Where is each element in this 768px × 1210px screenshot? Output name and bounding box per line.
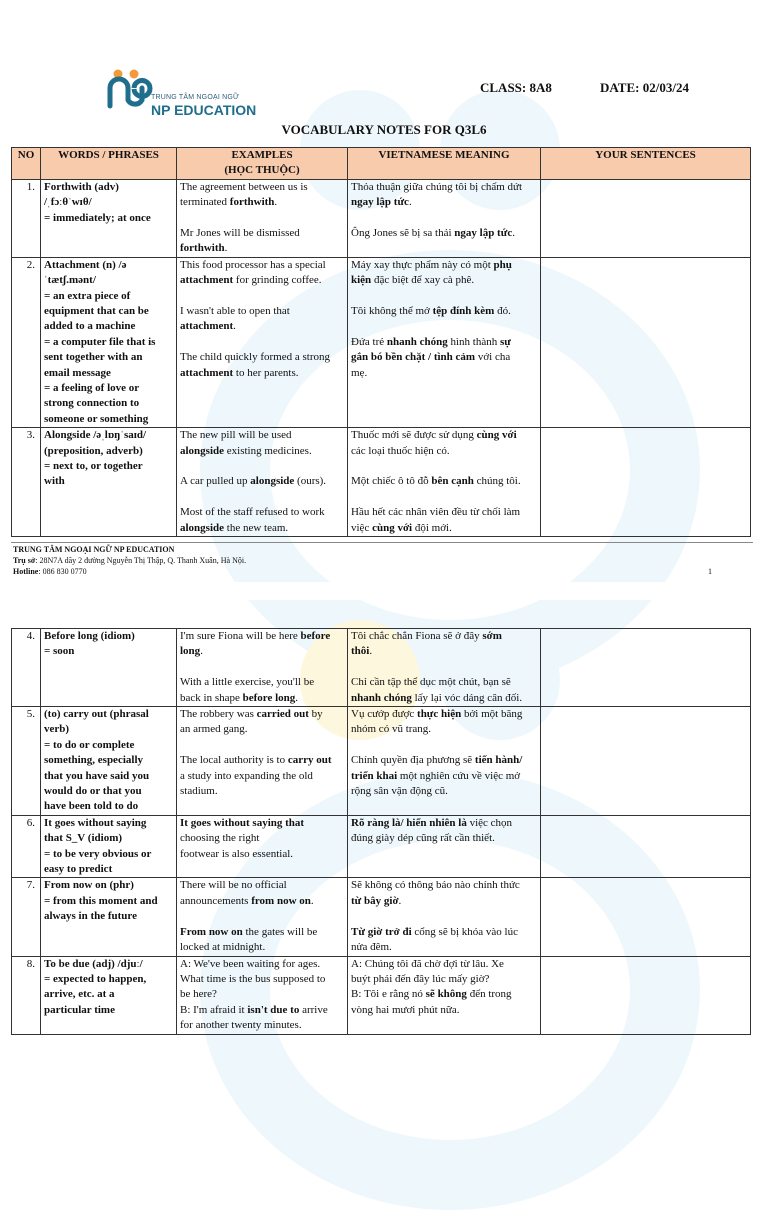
class-label: CLASS: 8A8: [480, 80, 552, 95]
entry-your-sentence[interactable]: [541, 257, 751, 427]
entry-word: [41, 956, 177, 1034]
entry-number-text: 4.: [26, 630, 35, 642]
meaning-line: Đứa trẻ nhanh chóng hình thành sự: [351, 335, 511, 348]
example-line: choosing the right: [180, 832, 260, 845]
word-line: have been told to do: [44, 800, 139, 813]
word-line: To be due (adj) /djuː/: [44, 957, 143, 970]
word-line: particular time: [44, 1003, 115, 1016]
meaning-line: Tôi chắc chắn Fiona sẽ ở đây sớm: [351, 630, 502, 642]
word-line: Attachment (n) /ə: [44, 258, 127, 271]
word-line: that you have said you: [44, 769, 150, 782]
meaning-line: Hầu hết các nhân viên đều từ chối làm: [351, 506, 521, 519]
word-line: ˈtætʃ.mənt/: [44, 274, 96, 287]
meaning-line: buýt phải đến đây lúc mấy giờ?: [351, 972, 490, 985]
example-line: The local authority is to carry out: [180, 754, 332, 767]
column-header-examples-line2: (HỌC THUỘC): [224, 164, 300, 177]
entry-examples: [177, 179, 348, 257]
meaning-line: ngay lập tức.: [351, 196, 412, 209]
column-header-examples-line1: EXAMPLES: [231, 149, 293, 161]
example-line: The agreement between us is: [180, 180, 308, 193]
example-line: Most of the staff refused to work: [180, 506, 325, 519]
entry-number: [12, 179, 41, 257]
example-line: attachment for grinding coffee.: [180, 274, 322, 287]
example-line: a study into expanding the old: [180, 769, 313, 782]
vocabulary-table-continued: [11, 628, 751, 1035]
example-line: an armed gang.: [180, 723, 248, 736]
footer-address-text: : 28N7A dãy 2 đường Nguyễn Thị Thập, Q. Thanh Xuân, Hà Nội.: [35, 556, 247, 565]
word-line: Forthwith (adv): [44, 180, 119, 193]
entry-number-text: 6.: [26, 816, 35, 829]
word-line: = an extra piece of: [44, 289, 131, 302]
word-line: Before long (idiom): [44, 630, 135, 642]
column-header-no: NO: [12, 148, 41, 180]
meaning-line: mẹ.: [351, 366, 368, 379]
word-line: strong connection to: [44, 397, 140, 410]
table-row: [12, 707, 751, 816]
word-line: = a computer file that is: [44, 335, 156, 348]
example-line: It goes without saying that: [180, 816, 305, 829]
example-line: for another twenty minutes.: [180, 1019, 302, 1032]
word-line: (preposition, adverb): [44, 444, 143, 457]
word-line: email message: [44, 366, 111, 379]
meaning-line: gắn bó bền chặt / tình cảm với cha: [351, 351, 511, 364]
entry-examples: [177, 815, 348, 878]
entry-number-text: 3.: [26, 429, 35, 442]
word-line: something, especially: [44, 754, 143, 767]
word-line: /ˌfɔːθˈwɪθ/: [44, 196, 92, 209]
entry-word: [41, 707, 177, 816]
footer-address: [13, 556, 246, 565]
entry-examples: [177, 707, 348, 816]
example-line: The child quickly formed a strong: [180, 351, 330, 364]
page-1: [0, 0, 768, 600]
entry-meaning: [348, 707, 541, 816]
word-line: = to do or complete: [44, 738, 135, 751]
meaning-line: Rõ ràng là/ hiển nhiên là việc chọn: [351, 816, 513, 829]
entry-meaning: [348, 878, 541, 956]
meaning-line: Tôi không thể mở tệp đính kèm đó.: [351, 305, 511, 317]
word-line: verb): [44, 723, 70, 736]
meaning-line: việc cùng với đội mới.: [351, 521, 452, 534]
word-line: added to a machine: [44, 320, 136, 333]
word-line: = a feeling of love or: [44, 382, 140, 395]
word-line: = soon: [44, 645, 75, 658]
entry-number-text: 1.: [26, 180, 35, 193]
word-line: would do or that you: [44, 785, 142, 798]
word-line: = immediately; at once: [44, 211, 151, 224]
column-header-words: WORDS / PHRASES: [41, 148, 177, 180]
meaning-line: Từ giờ trở đi cổng sẽ bị khóa vào lúc: [351, 925, 518, 938]
meaning-line: Ông Jones sẽ bị sa thải ngay lập tức.: [351, 226, 515, 239]
entry-number-text: 5.: [26, 708, 35, 721]
example-line: attachment to her parents.: [180, 366, 299, 379]
table-header-row: [12, 148, 751, 180]
column-header-sentences: YOUR SENTENCES: [541, 148, 751, 180]
logo-title: NP EDUCATION: [151, 102, 257, 118]
meaning-line: đúng giày dép cũng rất cần thiết.: [351, 832, 495, 845]
word-line: It goes without saying: [44, 816, 147, 829]
entry-meaning: [348, 179, 541, 257]
word-line: = to be very obvious or: [44, 847, 152, 860]
word-line: From now on (phr): [44, 879, 134, 892]
table-row: [12, 428, 751, 537]
example-line: B: I'm afraid it isn't due to arrive: [180, 1003, 328, 1016]
table-row: [12, 257, 751, 427]
entry-word: [41, 815, 177, 878]
example-line: terminated forthwith.: [180, 196, 278, 209]
entry-your-sentence[interactable]: [541, 707, 751, 816]
entry-your-sentence[interactable]: [541, 878, 751, 956]
entry-number: [12, 257, 41, 427]
example-line: attachment.: [180, 320, 236, 333]
entry-meaning: [348, 629, 541, 707]
word-line: Alongside /əˌlɒŋˈsaɪd/: [44, 429, 147, 442]
word-line: arrive, etc. at a: [44, 988, 115, 1001]
example-line: Mr Jones will be dismissed: [180, 226, 300, 239]
meaning-line: Sẽ không có thông báo nào chính thức: [351, 879, 520, 892]
entry-number: [12, 956, 41, 1034]
example-line: alongside the new team.: [180, 521, 289, 534]
example-line: alongside existing medicines.: [180, 444, 312, 457]
example-line: There will be no official: [180, 879, 287, 892]
word-line: sent together with an: [44, 351, 143, 364]
word-line: easy to predict: [44, 863, 113, 876]
example-line: I wasn't able to open that: [180, 305, 290, 317]
entry-word: [41, 179, 177, 257]
meaning-line: B: Tôi e rằng nó sẽ không đến trong: [351, 988, 512, 1001]
entry-number-text: 7.: [26, 879, 35, 892]
column-header-meaning: VIETNAMESE MEANING: [348, 148, 541, 180]
entry-your-sentence[interactable]: [541, 815, 751, 878]
meaning-line: nửa đêm.: [351, 941, 392, 954]
entry-meaning: [348, 257, 541, 427]
entry-word: [41, 629, 177, 707]
table-row: [12, 956, 751, 1034]
entry-number: [12, 878, 41, 956]
entry-your-sentence[interactable]: [541, 179, 751, 257]
example-line: What time is the bus supposed to: [180, 972, 326, 985]
entry-number-text: 2.: [26, 258, 35, 271]
vocabulary-table: [11, 147, 751, 537]
example-line: stadium.: [180, 785, 218, 798]
footer-address-label: Trụ sở: [13, 556, 36, 565]
page-gap: [0, 582, 768, 600]
example-line: be here?: [180, 988, 217, 1001]
example-line: From now on the gates will be: [180, 925, 318, 938]
example-line: footwear is also essential.: [180, 847, 294, 860]
example-line: The robbery was carried out by: [180, 708, 323, 721]
entry-your-sentence[interactable]: [541, 428, 751, 537]
footer-hotline: [13, 567, 87, 576]
entry-number-text: 8.: [26, 957, 35, 970]
table-row: [12, 629, 751, 707]
example-line: A car pulled up alongside (ours).: [180, 475, 327, 488]
date-label: DATE: 02/03/24: [600, 80, 689, 95]
entry-word: [41, 878, 177, 956]
example-line: locked at midnight.: [180, 941, 266, 954]
entry-examples: [177, 257, 348, 427]
entry-number: [12, 629, 41, 707]
entry-examples: [177, 428, 348, 537]
word-line: always in the future: [44, 910, 137, 923]
table-row: [12, 815, 751, 878]
table-row: [12, 179, 751, 257]
entry-number: [12, 815, 41, 878]
entry-number: [12, 428, 41, 537]
meaning-line: A: Chúng tôi đã chờ đợi từ lâu. Xe: [351, 957, 504, 970]
entry-examples: [177, 629, 348, 707]
meaning-line: nhanh chóng lấy lại vóc dáng cân đối.: [351, 691, 523, 704]
meaning-line: vòng hai mươi phút nữa.: [351, 1003, 460, 1016]
word-line: someone or something: [44, 412, 149, 425]
meaning-line: Máy xay thực phẩm này có một phụ: [351, 258, 512, 271]
example-line: I'm sure Fiona will be here before: [180, 630, 331, 642]
entry-examples: [177, 878, 348, 956]
example-line: With a little exercise, you'll be: [180, 676, 315, 689]
example-line: This food processor has a special: [180, 258, 326, 271]
entry-word: [41, 257, 177, 427]
document-title: VOCABULARY NOTES FOR Q3L6: [281, 122, 487, 137]
entry-your-sentence[interactable]: [541, 956, 751, 1034]
table-row: [12, 878, 751, 956]
example-line: back in shape before long.: [180, 691, 299, 704]
entry-number: [12, 707, 41, 816]
word-line: that S_V (idiom): [44, 832, 123, 845]
meaning-line: nhóm có vũ trang.: [351, 723, 432, 736]
meaning-line: Thỏa thuận giữa chúng tôi bị chấm dứt: [351, 180, 523, 193]
footer-hotline-text: : 086 830 0770: [38, 567, 87, 576]
example-line: forthwith.: [180, 242, 228, 255]
meaning-line: Vụ cướp được thực hiện bởi một băng: [351, 708, 523, 721]
word-line: (to) carry out (phrasal: [44, 708, 149, 721]
example-line: announcements from now on.: [180, 894, 314, 907]
word-line: equipment that can be: [44, 305, 149, 318]
example-line: long.: [180, 645, 203, 658]
footer-center-name: TRUNG TÂM NGOẠI NGỮ NP EDUCATION: [13, 545, 175, 554]
footer-hotline-label: Hotline: [13, 567, 39, 576]
meaning-line: thôi.: [351, 645, 373, 658]
meaning-line: Chính quyền địa phương sẽ tiến hành/: [351, 754, 523, 767]
meaning-line: Một chiếc ô tô đỗ bên cạnh chúng tôi.: [351, 475, 521, 488]
meaning-line: các loại thuốc hiện có.: [351, 444, 450, 457]
word-line: = next to, or together: [44, 460, 143, 473]
entry-word: [41, 428, 177, 537]
page-number: 1: [708, 567, 712, 576]
example-line: A: We've been waiting for ages.: [180, 957, 321, 970]
logo-subtitle: TRUNG TÂM NGOẠI NGỮ: [151, 94, 240, 101]
entry-meaning: [348, 428, 541, 537]
page-2: [0, 600, 768, 1032]
word-line: = from this moment and: [44, 894, 158, 907]
meaning-line: rộng sân vận động cũ.: [351, 785, 448, 798]
entry-your-sentence[interactable]: [541, 629, 751, 707]
meaning-line: triển khai một nghiên cứu về việc mở: [351, 769, 521, 782]
entry-meaning: [348, 815, 541, 878]
footer-divider: [11, 542, 753, 543]
entry-meaning: [348, 956, 541, 1034]
example-line: The new pill will be used: [180, 429, 292, 442]
meaning-line: Thuốc mới sẽ được sử dụng cùng với: [351, 429, 517, 442]
meaning-line: Chỉ cần tập thể dục một chút, bạn sẽ: [351, 676, 511, 689]
meaning-line: kiện đặc biệt để xay cà phê.: [351, 274, 475, 287]
meaning-line: từ bây giờ.: [351, 894, 402, 907]
column-header-examples: [177, 148, 348, 180]
word-line: = expected to happen,: [44, 972, 147, 985]
word-line: with: [44, 475, 65, 488]
entry-examples: [177, 956, 348, 1034]
